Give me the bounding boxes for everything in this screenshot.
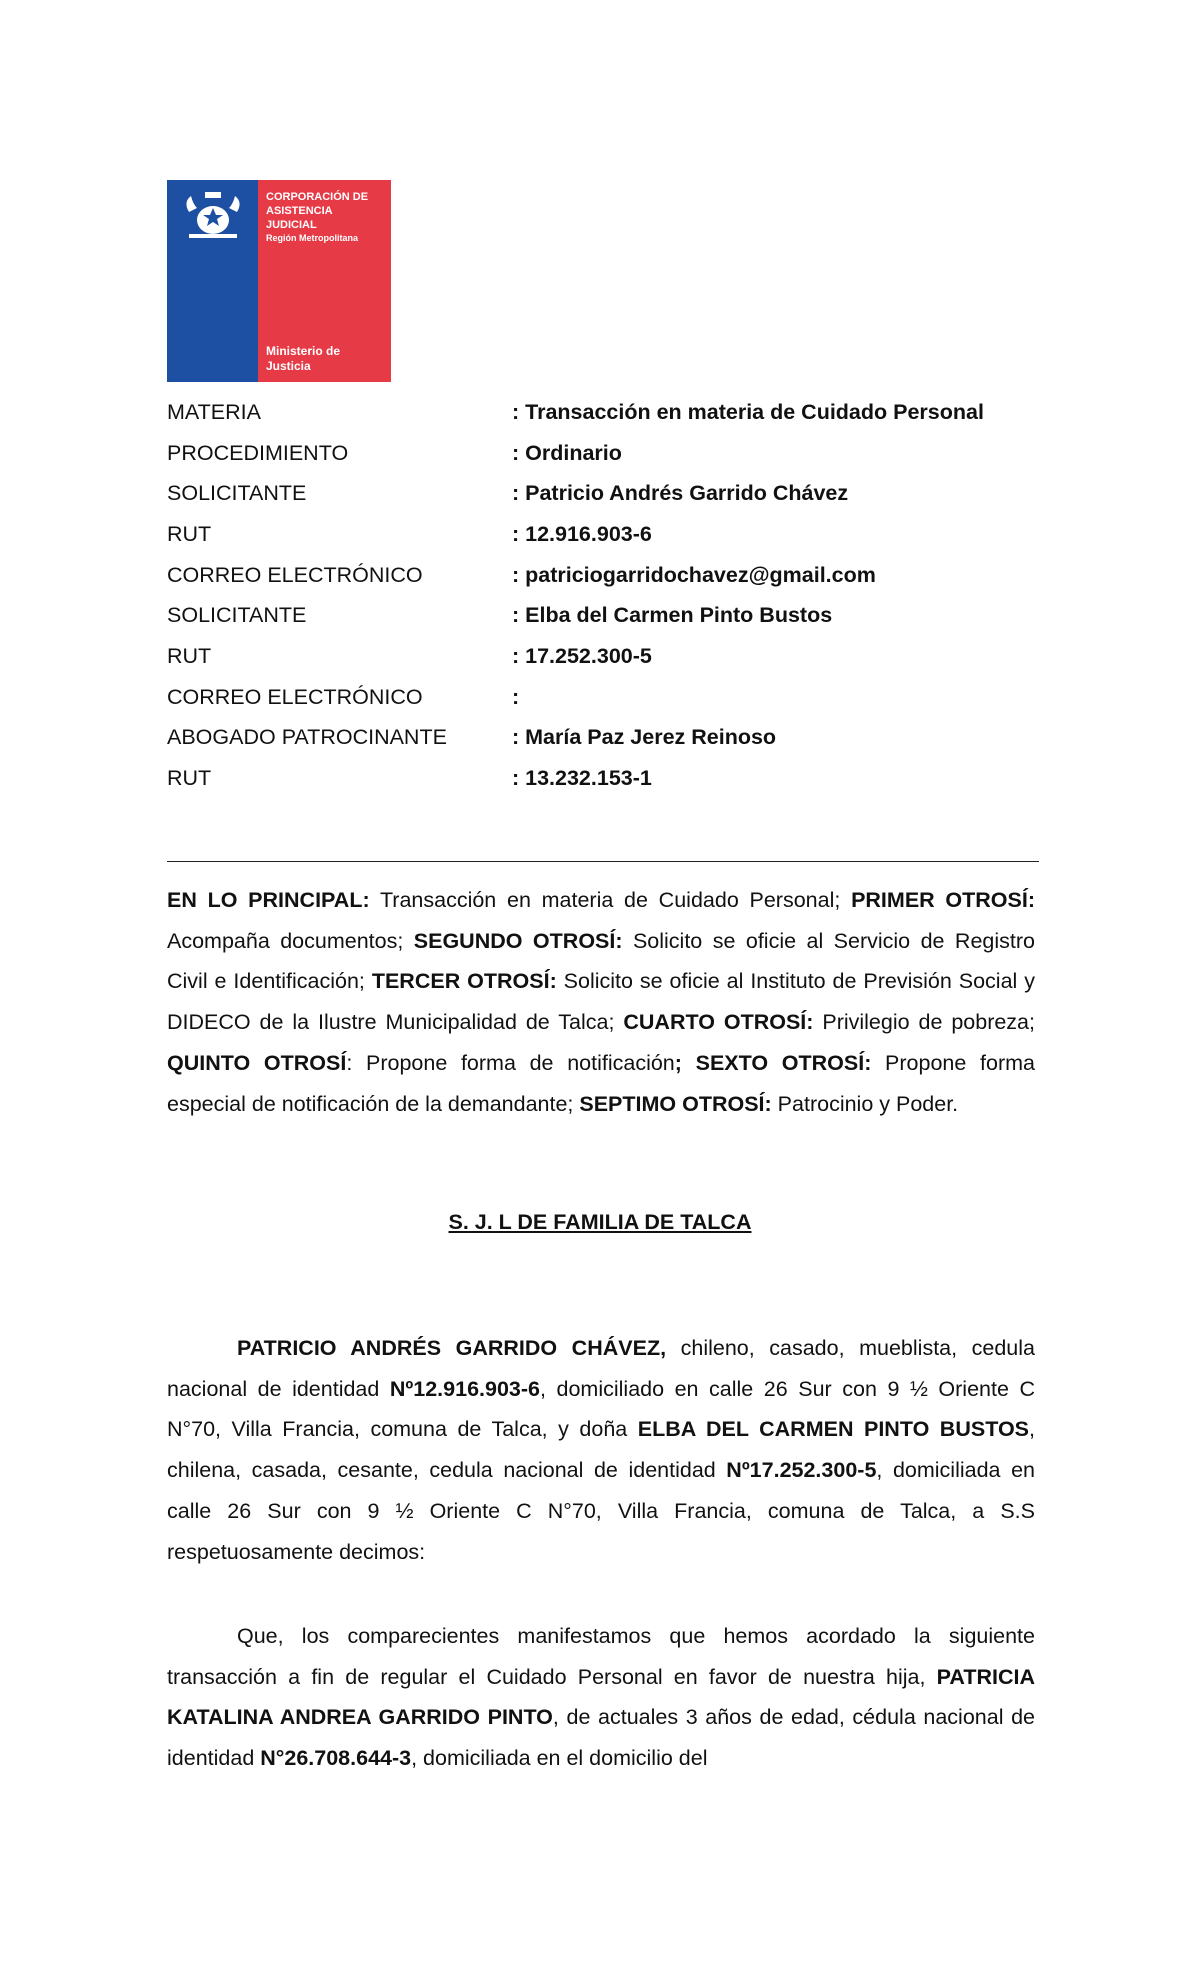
- header-row: [167, 677, 1047, 718]
- logo-org-line1: CORPORACIÓN DE: [266, 191, 369, 203]
- summary-heading: CUARTO OTROSÍ:: [623, 1010, 814, 1035]
- summary-text: Acompaña documentos;: [167, 928, 414, 953]
- header-row: [167, 473, 1047, 514]
- header-row: [167, 636, 1047, 677]
- header-value: : 13.232.153-1: [512, 766, 652, 791]
- header-row: [167, 595, 1047, 636]
- summary-text: Privilegio de pobreza;: [813, 1010, 1035, 1035]
- header-value: : María Paz Jerez Reinoso: [512, 725, 777, 750]
- case-header: [167, 392, 1047, 799]
- paragraph-text: , de actuales 3 años de edad, cédula nacional de identidad: [167, 1705, 1035, 1771]
- summary-text: Solicito se oficie al Servicio de Registro Civil e Identificación;: [167, 928, 1035, 994]
- summary-text: Transacción en materia de Cuidado Personal;: [369, 888, 852, 912]
- paragraph-text: , domiciliada en el domicilio del: [411, 1746, 708, 1771]
- header-value: :: [512, 684, 520, 709]
- paragraph-bold: PATRICIA KATALINA ANDREA GARRIDO PINTO: [167, 1664, 1035, 1730]
- paragraph-bold: ELBA DEL CARMEN PINTO BUSTOS: [637, 1417, 1030, 1442]
- header-label: ABOGADO PATROCINANTE: [167, 725, 447, 750]
- summary-heading: ; SEXTO OTROSÍ:: [674, 1050, 872, 1075]
- logo-ministry: [266, 344, 340, 374]
- logo-blue-band: [167, 180, 258, 382]
- header-value: : 17.252.300-5: [512, 643, 652, 668]
- header-label: CORREO ELECTRÓNICO: [167, 684, 423, 709]
- paragraph-text: , chilena, casada, cesante, cedula nacional de identidad: [167, 1417, 1035, 1483]
- header-value: : Ordinario: [512, 440, 622, 465]
- section-divider: [167, 861, 1039, 862]
- header-row: [167, 718, 1047, 759]
- header-value: : Transacción en materia de Cuidado Personal: [512, 399, 984, 424]
- header-value: : Elba del Carmen Pinto Bustos: [512, 603, 833, 628]
- logo-org-line2: ASISTENCIA: [266, 205, 333, 217]
- petition-summary: [167, 880, 1035, 1124]
- header-value: : 12.916.903-6: [512, 521, 652, 546]
- header-label: SOLICITANTE: [167, 481, 307, 506]
- summary-text: Propone forma especial de notificación de la demandante;: [167, 1050, 1035, 1116]
- summary-heading: SEPTIMO OTROSÍ:: [579, 1091, 772, 1116]
- header-row: [167, 555, 1047, 596]
- coat-of-arms-icon: [175, 186, 251, 246]
- logo-ministry-line1: Ministerio de: [266, 344, 341, 358]
- summary-heading: TERCER OTROSÍ:: [371, 969, 557, 994]
- header-row: [167, 758, 1047, 799]
- summary-text: Patrocinio y Poder.: [771, 1091, 959, 1116]
- paragraph-text: chileno, casado, mueblista, cedula nacional de identidad: [167, 1336, 1035, 1401]
- header-row: [167, 433, 1047, 474]
- institution-logo: [167, 180, 391, 382]
- body-paragraph-2: [167, 1616, 1035, 1779]
- header-row: [167, 514, 1047, 555]
- header-row: [167, 392, 1047, 433]
- summary-text: Solicito se oficie al Instituto de Previsión Social y DIDECO de la Ilustre Municipalidad de Talca;: [167, 969, 1035, 1035]
- paragraph-text: , domiciliado en calle 26 Sur con 9 ½ Oriente C N°70, Villa Francia, comuna de Talca, y doña: [167, 1376, 1035, 1442]
- header-value: : Patricio Andrés Garrido Chávez: [512, 481, 849, 506]
- summary-heading: SEGUNDO OTROSÍ:: [413, 928, 623, 953]
- header-label: PROCEDIMIENTO: [167, 440, 349, 465]
- court-addressee: S. J. L DE FAMILIA DE TALCA: [448, 1210, 752, 1234]
- summary-text: : Propone forma de notificación: [346, 1050, 675, 1075]
- paragraph-bold: Nº17.252.300-5: [726, 1458, 877, 1483]
- header-value: : patriciogarridochavez@gmail.com: [512, 562, 876, 587]
- header-label: SOLICITANTE: [167, 603, 307, 628]
- summary-heading: EN LO PRINCIPAL:: [167, 888, 370, 912]
- paragraph-text: , domiciliada en calle 26 Sur con 9 ½ Oriente C N°70, Villa Francia, comuna de Talca, a S.S respetuosamente decimos:: [167, 1458, 1035, 1564]
- summary-heading: PRIMER OTROSÍ:: [851, 888, 1035, 912]
- header-label: RUT: [167, 766, 212, 791]
- paragraph-text: Que, los comparecientes manifestamos que hemos acordado la siguiente transacción a fin de regular el Cuidado Personal en favor de nuestra hija,: [167, 1624, 1035, 1689]
- logo-red-band: [258, 180, 391, 382]
- paragraph-bold: PATRICIO ANDRÉS GARRIDO CHÁVEZ,: [237, 1336, 667, 1360]
- body-paragraph-1: [167, 1328, 1035, 1572]
- paragraph-bold: N°26.708.644-3: [260, 1746, 412, 1771]
- header-label: RUT: [167, 521, 212, 546]
- header-label: MATERIA: [167, 399, 261, 424]
- header-label: CORREO ELECTRÓNICO: [167, 562, 423, 587]
- summary-heading: QUINTO OTROSÍ: [167, 1050, 347, 1075]
- logo-org-line3: JUDICIAL: [266, 219, 317, 231]
- header-label: RUT: [167, 643, 212, 668]
- logo-ministry-line2: Justicia: [266, 359, 311, 373]
- logo-region: Región Metropolitana: [266, 233, 358, 243]
- paragraph-bold: Nº12.916.903-6: [389, 1376, 540, 1401]
